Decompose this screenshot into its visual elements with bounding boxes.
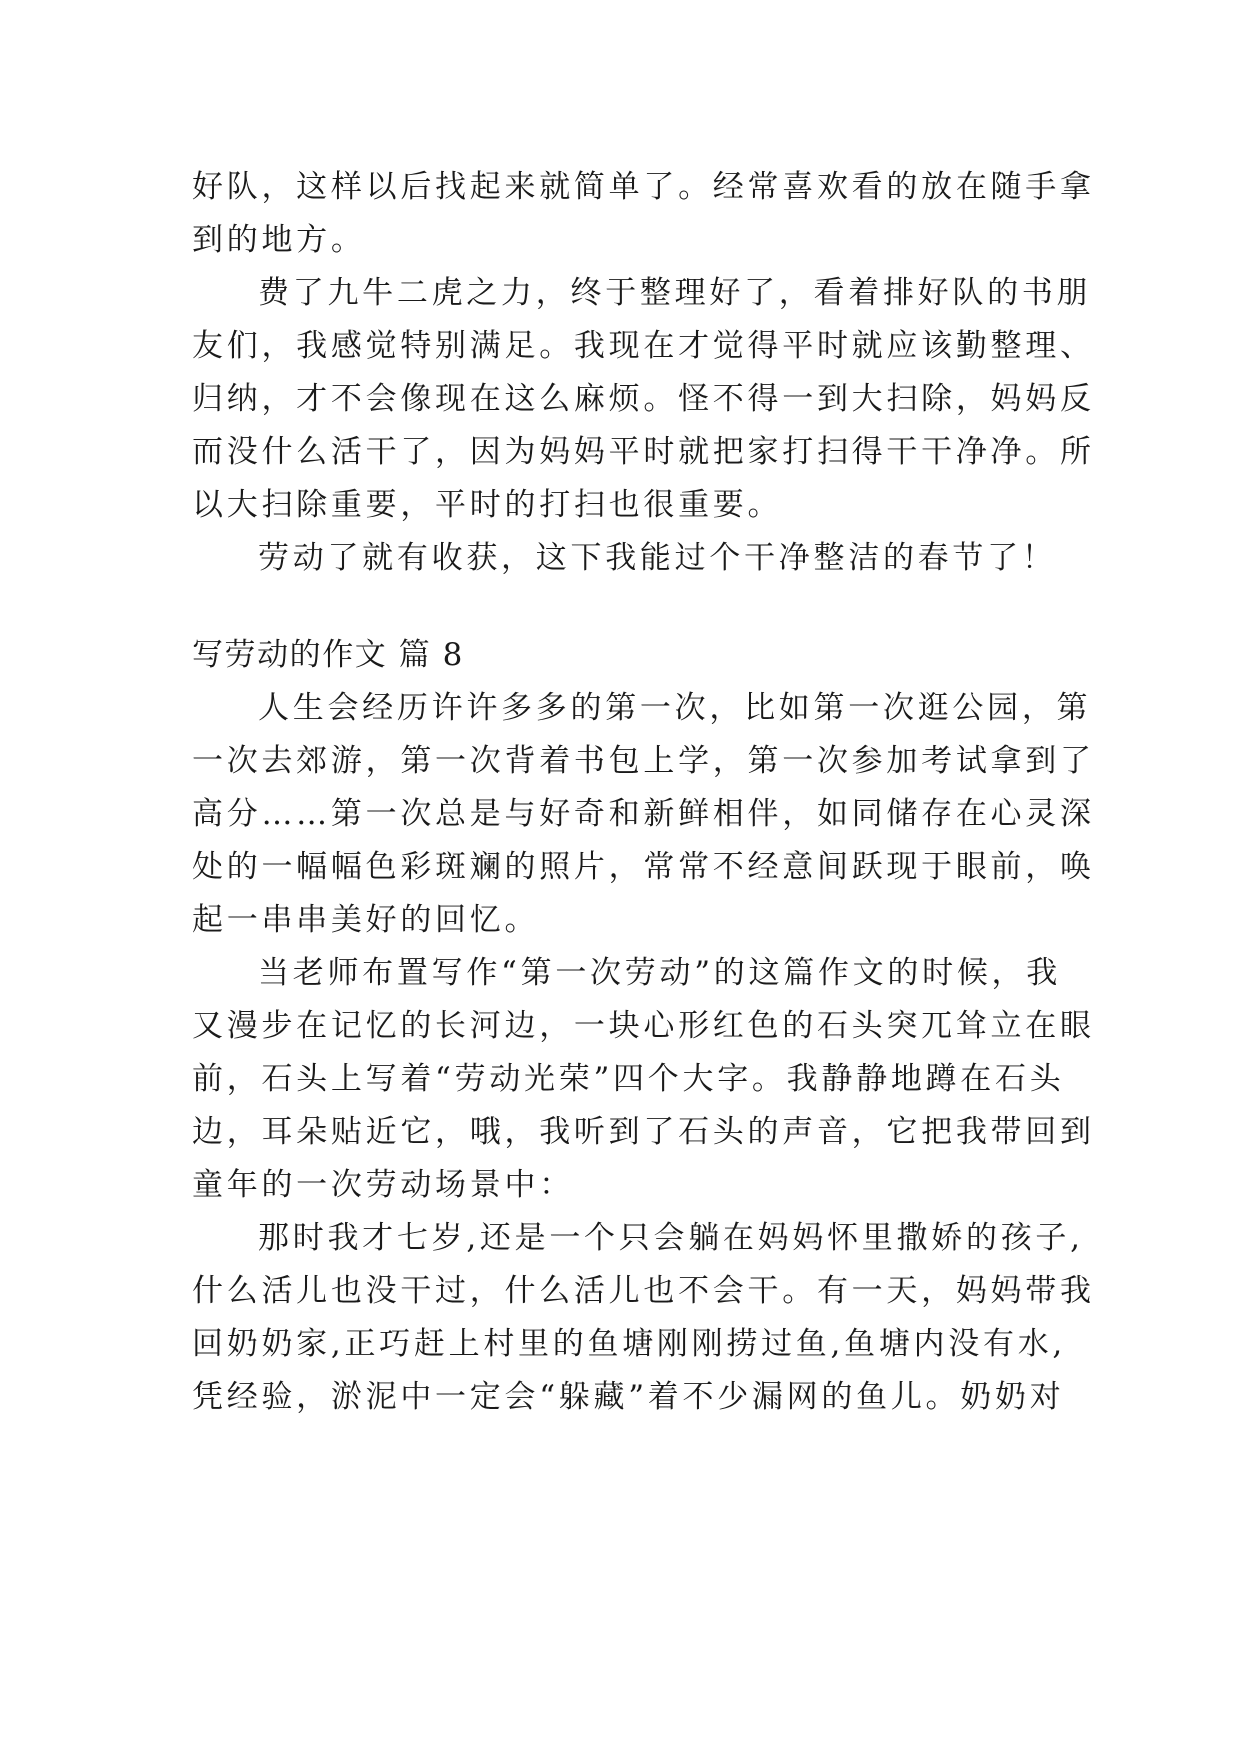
paragraph-line: 起一串串美好的回忆。 <box>192 902 540 938</box>
paragraph-line: 好队，这样以后找起来就简单了。经常喜欢看的放在随手拿 <box>192 169 1095 205</box>
paragraph-line: 一次去郊游，第一次背着书包上学，第一次参加考试拿到了 <box>192 743 1095 779</box>
paragraph-line: 什么活儿也没干过，什么活儿也不会干。有一天，妈妈带我 <box>192 1273 1095 1309</box>
paragraph-line: 友们，我感觉特别满足。我现在才觉得平时就应该勤整理、 <box>192 328 1095 364</box>
paragraph-line: 高分……第一次总是与好奇和新鲜相伴，如同储存在心灵深 <box>192 796 1095 832</box>
paragraph-line: 回奶奶家,正巧赶上村里的鱼塘刚刚捞过鱼,鱼塘内没有水, <box>192 1326 1066 1362</box>
paragraph-line: 费了九牛二虎之力，终于整理好了，看着排好队的书朋 <box>258 275 1092 311</box>
paragraph-line: 人生会经历许许多多的第一次，比如第一次逛公园，第 <box>258 690 1092 726</box>
paragraph-line: 边，耳朵贴近它，哦，我听到了石头的声音，它把我带回到 <box>192 1114 1095 1150</box>
paragraph-line: 劳动了就有收获，这下我能过个干净整洁的春节了！ <box>258 540 1057 576</box>
paragraph-line: 又漫步在记忆的长河边，一块心形红色的石头突兀耸立在眼 <box>192 1008 1095 1044</box>
paragraph-line: 而没什么活干了，因为妈妈平时就把家打扫得干干净净。所 <box>192 434 1095 470</box>
paragraph-line: 处的一幅幅色彩斑斓的照片，常常不经意间跃现于眼前，唤 <box>192 849 1095 885</box>
paragraph-line: 童年的一次劳动场景中： <box>192 1167 574 1203</box>
paragraph-line: 归纳，才不会像现在这么麻烦。怪不得一到大扫除，妈妈反 <box>192 381 1095 417</box>
section-title: 写劳动的作文 篇 8 <box>192 637 464 673</box>
paragraph-line: 到的地方。 <box>192 222 366 258</box>
paragraph-line: 那时我才七岁,还是一个只会躺在妈妈怀里撒娇的孩子, <box>258 1220 1084 1256</box>
paragraph-line: 凭经验，淤泥中一定会“躲藏”着不少漏网的鱼儿。奶奶对 <box>192 1379 1065 1415</box>
paragraph-line: 以大扫除重要，平时的打扫也很重要。 <box>192 487 783 523</box>
paragraph-line: 前，石头上写着“劳动光荣”四个大字。我静静地蹲在石头 <box>192 1061 1065 1097</box>
paragraph-line: 当老师布置写作“第一次劳动”的这篇作文的时候，我 <box>258 955 1061 991</box>
